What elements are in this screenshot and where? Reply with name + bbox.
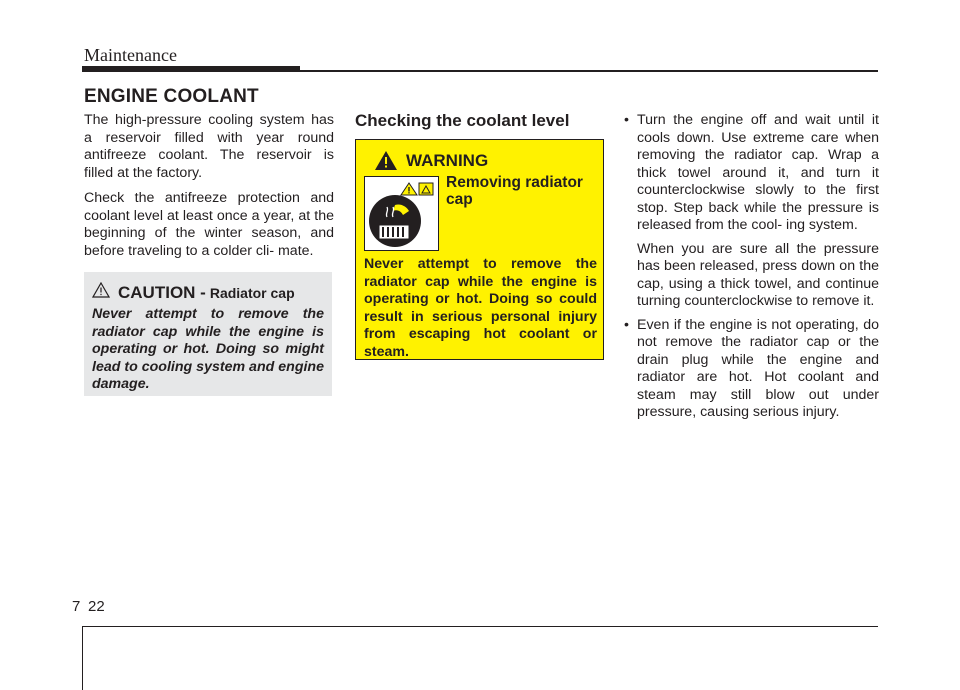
footer-rule [82, 626, 878, 627]
warning-subtitle: Removing radiator cap [446, 174, 583, 208]
warning-header [374, 150, 488, 171]
radiator-illustration [365, 177, 438, 250]
intro-paragraph-2: Check the antifreeze protection and coolant level at least once a year, at the beginning of the winter season, and before traveling to a colder cli- mate. [84, 190, 334, 259]
steps-column [624, 112, 879, 428]
caution-box [84, 272, 332, 396]
checking-subheading: Checking the coolant level [355, 111, 570, 130]
hot-radiator-cap-icon [364, 176, 439, 251]
header-rule-thick [82, 66, 300, 72]
caution-text: Never attempt to remove the radiator cap while the engine is operating or hot. Doing so might lead to cooling system and engine damage. [92, 306, 324, 392]
warning-triangle-icon [374, 150, 398, 171]
step-2-text: Even if the engine is not operating, do not remove the radiator cap or the drain plug while the engine and radiator are hot. Hot coolant and steam may still blow out under pressure, causing serious injury. [637, 316, 879, 420]
step-1-continued: When you are sure all the pressure has been released, press down on the cap, using a thick towel, and continue turning counterclockwise to remove it. [637, 240, 879, 309]
header-title: Maintenance [84, 45, 177, 65]
step-bullet-2 [624, 317, 879, 422]
caution-triangle-icon [92, 282, 110, 298]
intro-paragraph-1: The high-pressure cooling system has a reservoir filled with year round antifreeze coolant. The reservoir is filled at the factory. [84, 112, 334, 181]
warning-text: Never attempt to remove the radiator cap while the engine is operating or hot. Doing so could result in serious personal injury from escaping hot coolant or steam. [364, 256, 597, 360]
intro-column [84, 112, 334, 268]
page-number: 22 [88, 598, 105, 615]
caution-subtitle: Radiator cap [209, 285, 295, 301]
caution-header [92, 282, 295, 303]
warning-box [355, 139, 604, 360]
step-1-text: Turn the engine off and wait until it cools down. Use extreme care when removing the radiator cap. Wrap a thick towel around it, and turn it counterclockwise slowly to the first stop. Step back while the pressure is released from the cool- ing system. [637, 112, 879, 233]
footer-divider [82, 626, 83, 690]
bullet-dot: • [624, 112, 629, 128]
bullet-dot: • [624, 316, 629, 333]
warning-title: WARNING [406, 150, 489, 170]
caution-title: CAUTION - [118, 283, 206, 302]
section-title: ENGINE COOLANT [84, 86, 259, 107]
header-rule-thin [300, 70, 878, 72]
chapter-number: 7 [72, 598, 81, 615]
step-bullet-1 [624, 112, 879, 311]
